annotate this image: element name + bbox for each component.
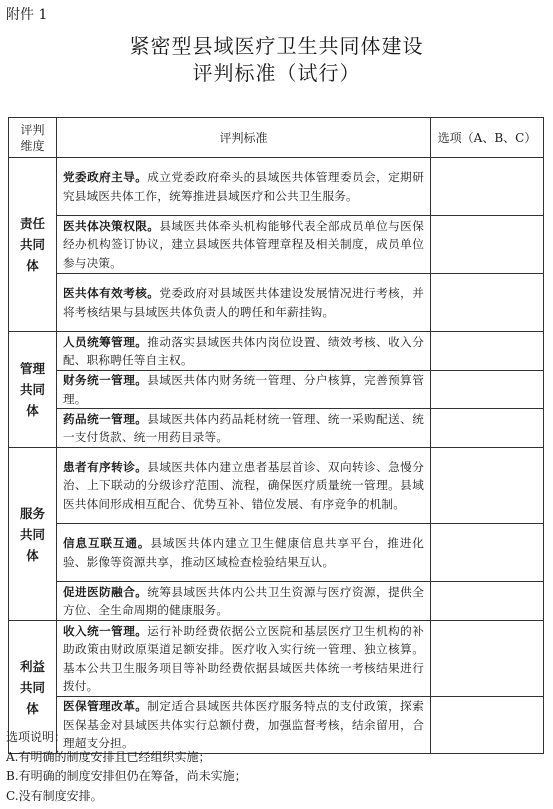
dimension-line: 服务 xyxy=(19,505,45,521)
document-title: 紧密型县域医疗卫生共同体建设 xyxy=(129,34,424,58)
standard-cell xyxy=(57,621,431,697)
header-standard: 评判标准 xyxy=(57,118,431,158)
notes-item: C.没有制度安排。 xyxy=(6,788,103,803)
standard-text: 县域医共体牵头机构能够代表全部成员单位与医保经办机构签订协议，建立县域医共体管理章程及相关制度，成员单位参与决策。 xyxy=(63,218,425,270)
header-options: 选项（A、B、C） xyxy=(431,118,544,158)
dimension-line: 共同 xyxy=(19,526,45,542)
standard-text: 县域医共体内建立卫生健康信息共享平台，推进化验、影像等资源共享，推动区域检查检验结果互认。 xyxy=(63,536,425,569)
standard-title: 财务统一管理。 xyxy=(63,373,148,387)
standard-cell xyxy=(57,332,431,371)
standard-title: 党委政府主导。 xyxy=(63,170,148,184)
table-row xyxy=(9,332,544,371)
notes-item: A.有明确的制度安排且已经组织实施； xyxy=(6,749,211,764)
dimension-line: 体 xyxy=(26,547,39,563)
option-cell[interactable] xyxy=(431,409,544,448)
standard-text: 党委政府对县域医共体建设发展情况进行考核，并将考核结果与县域医共体负责人的聘任和年薪挂钩。 xyxy=(63,286,425,319)
criteria-table xyxy=(8,117,544,754)
attachment-label: 附件 1 xyxy=(6,7,48,23)
header-dimension xyxy=(9,118,57,158)
standard-title: 信息互联互通。 xyxy=(63,536,151,550)
table-header-row xyxy=(9,118,544,158)
dimension-line: 体 xyxy=(26,258,39,273)
option-cell[interactable] xyxy=(431,332,544,371)
standard-title: 人员统筹管理。 xyxy=(63,334,148,349)
option-cell[interactable] xyxy=(431,448,544,524)
standard-cell xyxy=(57,158,431,216)
standard-title: 药品统一管理。 xyxy=(63,411,148,426)
standard-cell xyxy=(57,524,431,582)
standard-title: 医保管理改革。 xyxy=(63,699,148,714)
header-dimension-line: 评判 xyxy=(20,122,45,137)
standard-cell xyxy=(57,409,431,448)
dimension-line: 共同 xyxy=(19,237,45,252)
standard-title: 收入统一管理。 xyxy=(63,623,148,638)
dimension-line: 责任 xyxy=(19,216,45,231)
table-row xyxy=(9,621,544,697)
standard-cell xyxy=(57,582,431,621)
dimension-cell xyxy=(9,332,57,448)
option-cell[interactable] xyxy=(431,274,544,332)
standard-text: 县域医共体内财务统一管理、分户核算，完善预算管理。 xyxy=(63,373,424,406)
dimension-line: 利益 xyxy=(19,658,45,674)
standard-title: 患者有序转诊。 xyxy=(63,459,148,474)
dimension-line: 共同 xyxy=(19,679,45,695)
table-row xyxy=(9,524,544,582)
notes-item: B.有明确的制度安排但仍在筹备，尚未实施； xyxy=(6,769,247,783)
table-row xyxy=(9,409,544,448)
option-cell[interactable] xyxy=(431,697,544,754)
standard-cell xyxy=(57,274,431,332)
option-cell[interactable] xyxy=(431,524,544,582)
table-row xyxy=(9,448,544,524)
table-row xyxy=(9,216,544,274)
option-notes xyxy=(6,728,247,806)
standard-text: 统筹县域医共体内公共卫生资源与医疗资源，提供全方位、全生命周期的健康服务。 xyxy=(63,584,424,617)
standard-title: 医共体有效考核。 xyxy=(63,286,160,300)
notes-title: 选项说明： xyxy=(6,730,67,744)
standard-title: 促进医防融合。 xyxy=(63,584,148,599)
option-cell[interactable] xyxy=(431,216,544,274)
standard-text: 运行补助经费依据公立医院和基层医疗卫生机构的补助政策由财政原渠道足额安排。医疗收入实行统一管理、独立核算。基本公共卫生服务项目等补助经费依据县域医共体统一考核结果进行拨付。 xyxy=(63,623,424,693)
table-row xyxy=(9,274,544,332)
table-row xyxy=(9,371,544,409)
header-dimension-line: 维度 xyxy=(20,138,45,153)
dimension-line: 体 xyxy=(26,403,39,418)
option-cell[interactable] xyxy=(431,621,544,697)
dimension-cell xyxy=(9,158,57,332)
standard-cell xyxy=(57,448,431,524)
standard-text: 成立党委政府牵头的县域医共体管理委员会，定期研究县域医共体工作，统筹推进县域医疗和公共卫生服务。 xyxy=(63,170,424,203)
standard-text: 县域医共体内药品耗材统一管理、统一采购配送、统一支付货款、统一用药目录等。 xyxy=(63,411,424,444)
standard-text: 县域医共体内建立患者基层首诊、双向转诊、急慢分治、上下联动的分级诊疗范围、流程，确保医疗质量统一管理。县域医共体间形成相互配合、优势互补、错位发展、有序竞争的机制。 xyxy=(63,459,424,511)
table-row xyxy=(9,582,544,621)
dimension-line: 共同 xyxy=(19,382,45,397)
option-cell[interactable] xyxy=(431,158,544,216)
dimension-line: 体 xyxy=(26,700,39,716)
dimension-cell xyxy=(9,448,57,621)
standard-cell xyxy=(57,371,431,409)
option-cell[interactable] xyxy=(431,582,544,621)
standard-cell xyxy=(57,216,431,274)
standard-title: 医共体决策权限。 xyxy=(63,218,160,233)
standard-text: 推动落实县域医共体内岗位设置、绩效考核、收入分配、职称聘任等自主权。 xyxy=(63,334,424,367)
document-subtitle: 评判标准（试行） xyxy=(192,61,361,85)
standard-text: 制定适合县域医共体医疗服务特点的支付政策，探索医保基金对县域医共体实行总额付费，加强监督考核，结余留用，合理超支分担。 xyxy=(63,699,424,751)
option-cell[interactable] xyxy=(431,371,544,409)
table-row xyxy=(9,158,544,216)
dimension-line: 管理 xyxy=(19,361,45,376)
